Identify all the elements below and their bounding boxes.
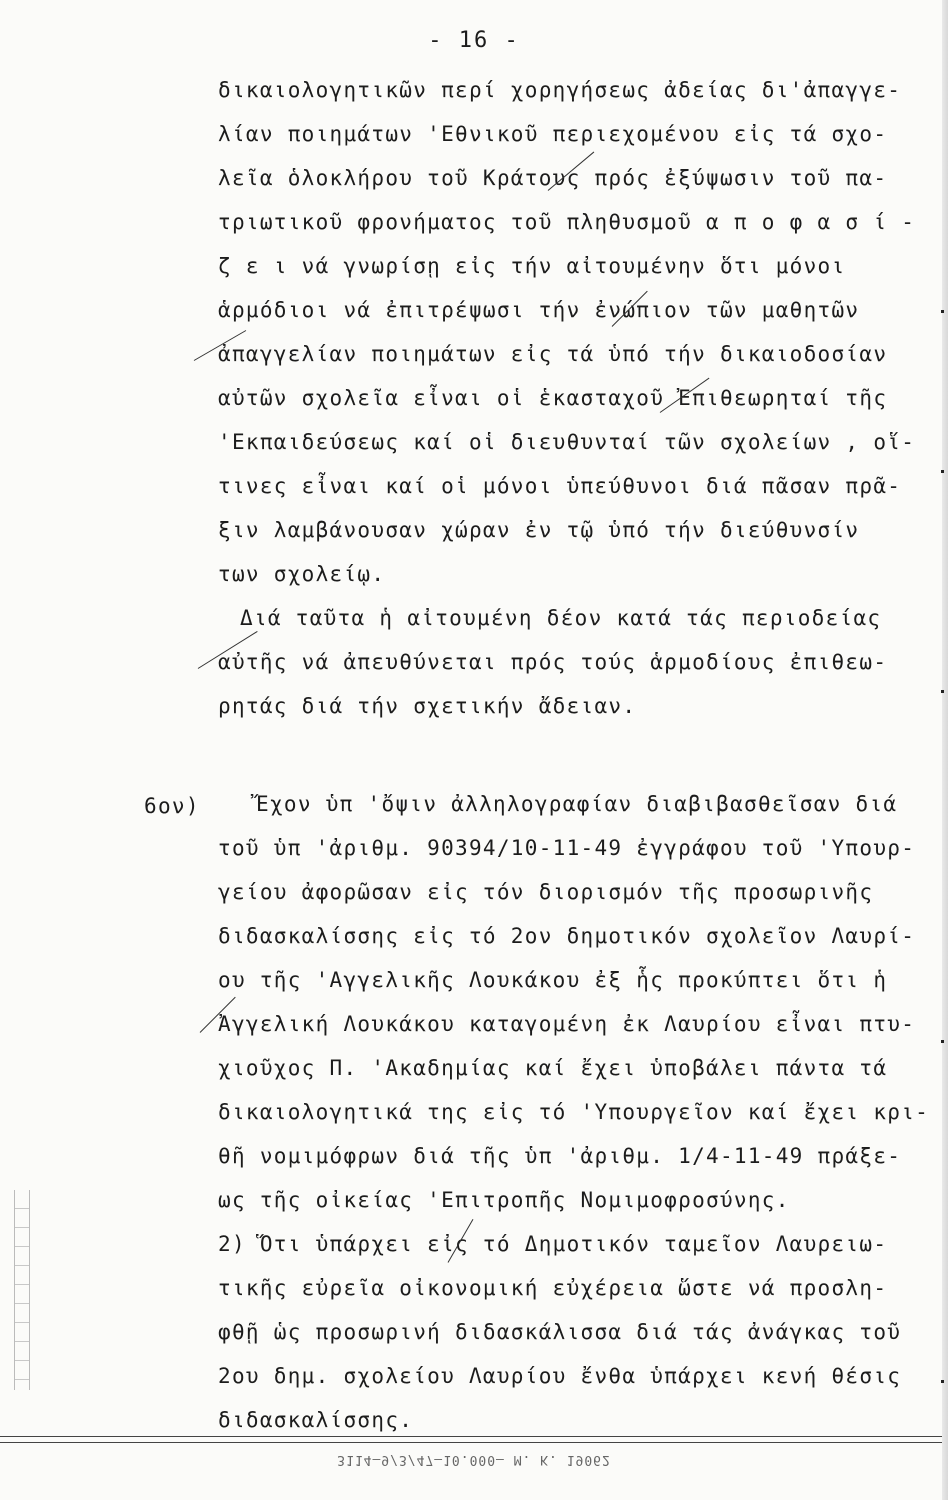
item-number: 6ον) (144, 794, 200, 818)
text-line: ξιν λαμβάνουσαν χώραν ἐν τῷ ὑπό τήν διεύθυνσίν (218, 518, 860, 542)
text-line: ως τῆς οἰκείας 'Επιτροπῆς Νομιμοφροσύνης. (218, 1188, 790, 1212)
text-line: θῆ νομιμόφρων διά τῆς ὑπ 'ἀριθμ. 1/4-11-49 πράξε- (218, 1144, 902, 1168)
page-number: - 16 - (428, 28, 520, 53)
text-line: 2) Ὅτι ὑπάρχει εἰς τό Δημοτικόν ταμεῖον Λαυρειω- (218, 1232, 888, 1256)
binding-hole-mark (941, 1040, 944, 1043)
text-line: ἁρμόδιοι νά ἐπιτρέψωσι τήν ἐνώπιον τῶν μαθητῶν (218, 298, 860, 322)
text-line: τινες εἶναι καί οἱ μόνοι ὑπεύθυνοι διά πᾶσαν πρᾶ- (218, 474, 902, 498)
text-line: Ἀγγελική Λουκάκου καταγομένη ἐκ Λαυρίου εἶναι πτυ- (218, 1012, 916, 1036)
text-line: 'Εκπαιδεύσεως καί οἱ διευθυνταί τῶν σχολείων , οἵ- (218, 430, 916, 454)
text-line: γείου ἀφορῶσαν εἰς τόν διορισμόν τῆς προσωρινῆς (218, 880, 874, 904)
text-line: Ἔχον ὑπ 'ὄψιν ἀλληλογραφίαν διαβιβασθεῖσαν διά (256, 792, 898, 816)
binding-hole-mark (941, 310, 944, 313)
footer-print-stamp: 3114—9/3/47—10.000— Μ. Κ. 19062 (337, 1452, 611, 1467)
text-line: ζ ε ι νά γνωρίσῃ εἰς τήν αἰτουμένην ὅτι μόνοι (218, 254, 846, 278)
text-line: τριωτικοῦ φρονήματος τοῦ πληθυσμοῦ α π ο φ α σ ί - (218, 210, 916, 234)
binding-hole-mark (941, 1380, 944, 1383)
text-line: διδασκαλίσσης εἰς τό 2ον δημοτικόν σχολεῖον Λαυρί- (218, 924, 916, 948)
text-line: ἀπαγγελίαν ποιημάτων εἰς τά ὑπό τήν δικαιοδοσίαν (218, 342, 888, 366)
text-line: λεῖα ὁλοκλήρου τοῦ Κράτους πρός ἐξύψωσιν τοῦ πα- (218, 166, 888, 190)
text-line: Διά ταῦτα ἡ αἰτουμένη δέον κατά τάς περιοδείας (240, 606, 882, 630)
text-line: τικῆς εὐρεῖα οἰκονομική εὐχέρεια ὥστε νά προσλη- (218, 1276, 888, 1300)
right-binding-edge (942, 0, 948, 1500)
text-line: διδασκαλίσσης. (218, 1408, 414, 1432)
text-line: τοῦ ὑπ 'ἀριθμ. 90394/10-11-49 ἐγγράφου τοῦ 'Υπουρ- (218, 836, 916, 860)
footer-rule (0, 1436, 948, 1437)
text-line: δικαιολογητικά της εἰς τό 'Υπουργεῖον καί ἔχει κρι- (218, 1100, 930, 1124)
text-line: χιοῦχος Π. 'Ακαδημίας καί ἔχει ὑποβάλει πάντα τά (218, 1056, 888, 1080)
text-line: αὐτῆς νά ἀπευθύνεται πρός τούς ἁρμοδίους ἐπιθεω- (218, 650, 888, 674)
binding-hole-mark (941, 690, 944, 693)
text-line: αὐτῶν σχολεῖα εἶναι οἱ ἑκασταχοῦ Ἐπιθεωρηταί τῆς (218, 386, 888, 410)
text-line: ρητάς διά τήν σχετικήν ἄδειαν. (218, 694, 637, 718)
text-line: ου τῆς 'Αγγελικῆς Λουκάκου ἐξ ἧς προκύπτει ὅτι ἡ (218, 968, 888, 992)
text-line: 2ου δημ. σχολείου Λαυρίου ἔνθα ὑπάρχει κενή θέσις (218, 1364, 902, 1388)
binding-hole-mark (941, 470, 944, 473)
text-line: δικαιολογητικῶν περί χορηγήσεως ἀδείας δι'ἀπαγγε- (218, 78, 902, 102)
footer-rule (0, 1442, 948, 1443)
text-line: των σχολείῳ. (218, 562, 386, 586)
text-line: λίαν ποιημάτων 'Εθνικοῦ περιεχομένου εἰς τά σχο- (218, 122, 888, 146)
text-line: φθῇ ὡς προσωρινή διδασκάλισσα διά τάς ἀνάγκας τοῦ (218, 1320, 902, 1344)
left-margin-ruler (14, 1190, 30, 1390)
